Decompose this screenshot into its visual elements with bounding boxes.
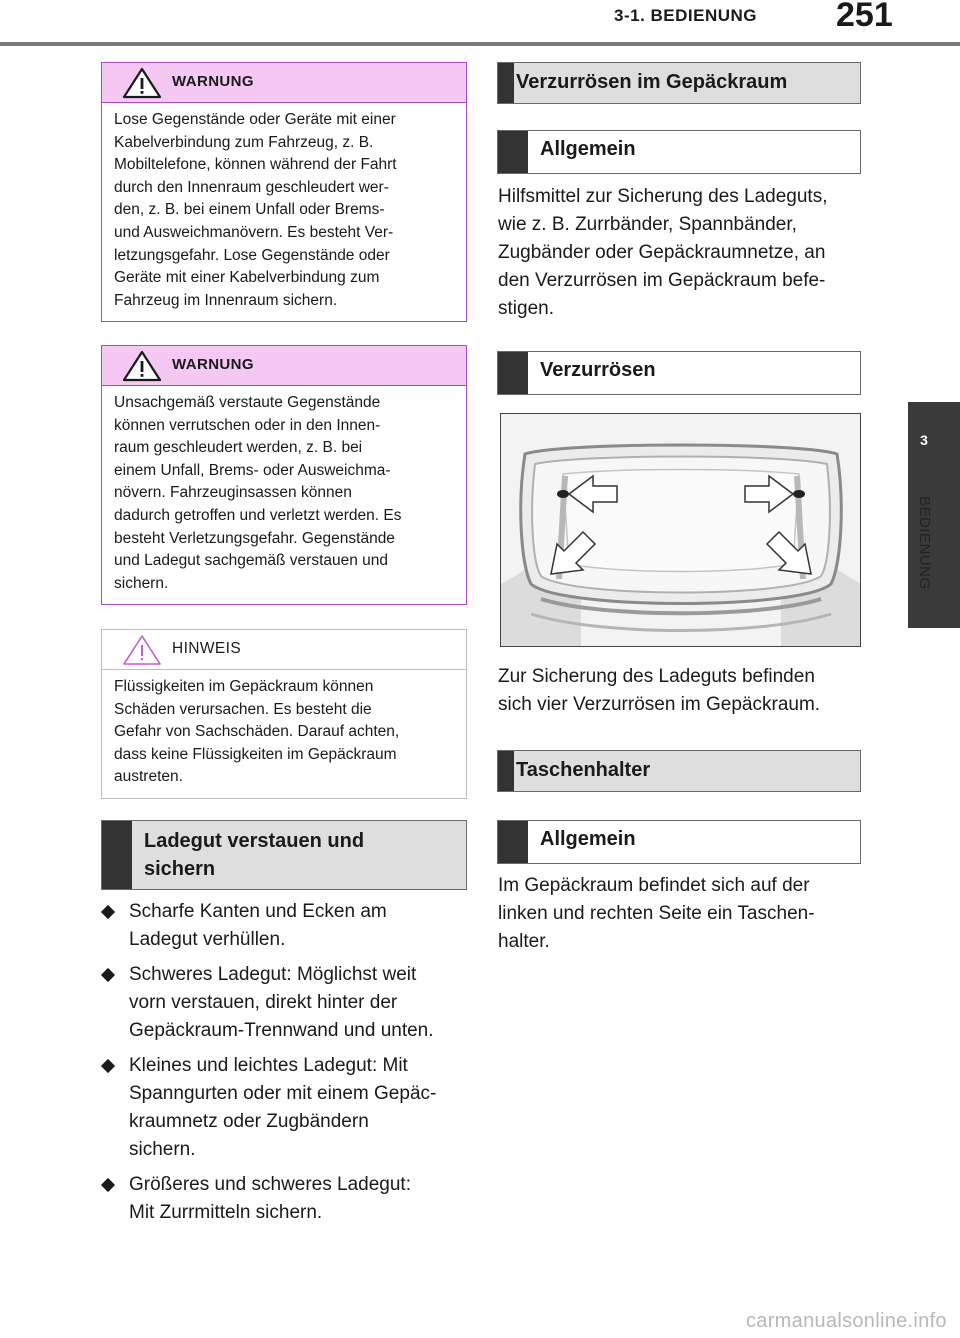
list-item: [101, 961, 471, 1045]
text-line: halter.: [498, 931, 550, 952]
text-line: Hilfsmittel zur Sicherung des Ladeguts,: [498, 186, 828, 207]
warning-triangle-icon: [122, 350, 162, 382]
warning-triangle-icon: [122, 67, 162, 99]
text-line: linken und rechten Seite ein Taschen-: [498, 903, 815, 924]
text-line: Schäden verursachen. Es besteht die: [114, 700, 372, 718]
header-rule: [0, 42, 960, 46]
text-line: Gepäckraum-Trennwand und unten.: [129, 1020, 434, 1041]
heading-stripe: [498, 751, 514, 791]
trunk-drawing: [501, 414, 861, 647]
text-line: Gefahr von Sachschäden. Darauf achten,: [114, 723, 400, 741]
subheading-allgemein-1: [497, 130, 861, 174]
list-item: [101, 1052, 471, 1164]
text-line: Unsachgemäß verstaute Gegenstände: [114, 394, 381, 411]
text-line: sichern.: [129, 1139, 196, 1160]
notice-title: HINWEIS: [172, 640, 242, 657]
bullet-diamond-icon: [101, 1178, 115, 1192]
text-line: Mobiltelefone, können während der Fahrt: [114, 156, 397, 174]
warning-text: [102, 386, 466, 603]
text-line: Größeres und schweres Ladegut:: [129, 1174, 411, 1195]
text-line: sichern.: [114, 574, 169, 592]
trunk-lashing-eyes-illustration: [500, 413, 861, 647]
notice-text: [102, 670, 466, 797]
text-line: dadurch getroffen und verletzt werden. Es: [114, 506, 402, 524]
section-heading-ladegut: [101, 820, 467, 890]
list-item: [101, 898, 471, 954]
bullet-list: [101, 898, 471, 1234]
text-line: Mit Zurrmitteln sichern.: [129, 1202, 323, 1223]
warning-box-header: [102, 63, 466, 103]
subheading-verzurroesen: [497, 351, 861, 395]
text-line: raum geschleudert werden, z. B. bei: [114, 439, 363, 457]
warning-box-2: [101, 345, 467, 605]
warning-text: [102, 103, 466, 320]
text-line: Schweres Ladegut: Möglichst weit: [129, 964, 417, 985]
section-heading-text: Taschenhalter: [516, 759, 651, 781]
text-line: Spanngurten oder mit einem Gepäc-: [129, 1083, 437, 1104]
text-line: einem Unfall, Brems- oder Ausweichma-: [114, 461, 391, 479]
bullet-diamond-icon: [101, 1059, 115, 1073]
text-line: letzungsgefahr. Lose Gegenstände oder: [114, 246, 390, 264]
text-line: növern. Fahrzeuginsassen können: [114, 484, 352, 502]
text-line: Zur Sicherung des Ladeguts befinden: [498, 666, 815, 687]
heading-line: Ladegut verstauen und: [144, 830, 365, 852]
watermark-text: carmanualsonline.info: [746, 1310, 947, 1332]
chapter-tab-label: BEDIENUNG: [916, 496, 933, 590]
subheading-text: Allgemein: [540, 828, 636, 850]
section-heading-taschenhalter: [497, 750, 861, 792]
text-line: und Ladegut sachgemäß verstauen und: [114, 552, 389, 570]
section-heading-text: Verzurrösen im Gepäckraum: [516, 71, 788, 93]
page-number: 251: [836, 0, 893, 34]
heading-stripe: [498, 63, 514, 103]
paragraph-taschenhalter: [498, 872, 868, 956]
bullet-diamond-icon: [101, 968, 115, 982]
warning-title: WARNUNG: [172, 73, 254, 90]
text-line: stigen.: [498, 298, 554, 319]
text-line: Ladegut verhüllen.: [129, 929, 286, 950]
text-line: und Ausweichmanövern. Es besteht Ver-: [114, 223, 394, 241]
caution-triangle-icon: [122, 634, 162, 666]
heading-stripe: [102, 821, 132, 889]
text-line: den Verzurrösen im Gepäckraum befe-: [498, 270, 826, 291]
text-line: Im Gepäckraum befindet sich auf der: [498, 875, 810, 896]
paragraph-hilfsmittel: [498, 183, 868, 323]
heading-stripe: [498, 821, 528, 863]
section-heading-text: [144, 827, 364, 883]
notice-box-header: [102, 630, 466, 670]
text-line: austreten.: [114, 768, 183, 786]
text-line: besteht Verletzungsgefahr. Gegenstände: [114, 529, 395, 547]
text-line: sich vier Verzurrösen im Gepäckraum.: [498, 694, 821, 715]
heading-line: sichern: [144, 858, 216, 880]
section-heading-verzurroesen: [497, 62, 861, 104]
text-line: Flüssigkeiten im Gepäckraum können: [114, 678, 374, 695]
text-line: dass keine Flüssigkeiten im Gepäckraum: [114, 745, 397, 763]
text-line: Lose Gegenstände oder Geräte mit einer: [114, 111, 396, 128]
heading-stripe: [498, 131, 528, 173]
text-line: Zugbänder oder Gepäckraumnetze, an: [498, 242, 826, 263]
chapter-tab-number: 3: [920, 432, 928, 448]
warning-box-1: [101, 62, 467, 322]
subheading-text: Allgemein: [540, 138, 636, 160]
header-section-title: 3-1. BEDIENUNG: [614, 6, 758, 25]
subheading-allgemein-2: [497, 820, 861, 864]
warning-box-header: [102, 346, 466, 386]
list-item: [101, 1171, 471, 1227]
text-line: wie z. B. Zurrbänder, Spannbänder,: [498, 214, 797, 235]
text-line: durch den Innenraum geschleudert wer-: [114, 178, 389, 196]
text-line: Fahrzeug im Innenraum sichern.: [114, 291, 338, 309]
text-line: können verrutschen oder in den Innen-: [114, 416, 381, 434]
paragraph-verzurroesen: [498, 663, 868, 719]
text-line: Kabelverbindung zum Fahrzeug, z. B.: [114, 133, 374, 151]
warning-title: WARNUNG: [172, 356, 254, 373]
subheading-text: Verzurrösen: [540, 359, 656, 381]
text-line: vorn verstauen, direkt hinter der: [129, 992, 398, 1013]
heading-stripe: [498, 352, 528, 394]
text-line: den, z. B. bei einem Unfall oder Brems-: [114, 201, 385, 219]
text-line: Kleines und leichtes Ladegut: Mit: [129, 1055, 408, 1076]
text-line: kraumnetz oder Zugbändern: [129, 1111, 369, 1132]
notice-box: [101, 629, 467, 799]
text-line: Scharfe Kanten und Ecken am: [129, 901, 387, 922]
bullet-diamond-icon: [101, 905, 115, 919]
text-line: Geräte mit einer Kabelverbindung zum: [114, 269, 380, 287]
